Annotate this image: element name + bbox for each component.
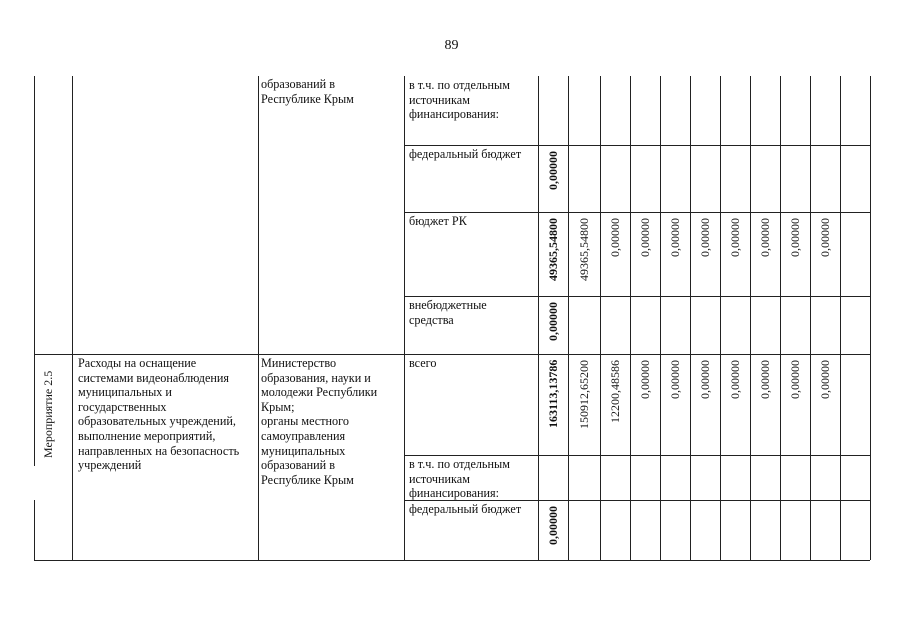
row-divider bbox=[404, 145, 870, 146]
measure-line-total: 163113,13786 bbox=[546, 359, 560, 428]
measure-code-cell: Мероприятие 2.5 bbox=[41, 370, 55, 458]
column-divider bbox=[690, 76, 691, 560]
measure-line-year-value: 0,00000 bbox=[788, 360, 802, 399]
row-divider bbox=[404, 455, 870, 456]
column-divider bbox=[780, 76, 781, 560]
column-divider bbox=[660, 76, 661, 560]
measure-line-label: всего bbox=[409, 356, 437, 370]
prev-line-year-value: 0,00000 bbox=[668, 218, 682, 257]
prev-line-year-value: 49365,54800 bbox=[577, 218, 591, 281]
column-divider bbox=[600, 76, 601, 560]
column-divider bbox=[258, 76, 259, 560]
prev-line-label: внебюджетные средства bbox=[409, 298, 487, 327]
measure-line-year-value: 12200,48586 bbox=[608, 360, 622, 423]
column-divider bbox=[720, 76, 721, 560]
column-divider bbox=[810, 76, 811, 560]
prev-line-total: 49365,54800 bbox=[546, 218, 560, 281]
column-divider bbox=[870, 76, 871, 560]
prev-line-year-value: 0,00000 bbox=[818, 218, 832, 257]
page-number: 89 bbox=[444, 38, 459, 53]
prev-line-year-value: 0,00000 bbox=[698, 218, 712, 257]
measure-name-cell: Расходы на оснащение системами видеонаблюдения муниципальных и государственных образовательных учреждений, выполнение мероприятий, направленных на безопасность учреждений bbox=[78, 356, 240, 473]
measure-line-year-value: 0,00000 bbox=[818, 360, 832, 399]
prev-line-year-value: 0,00000 bbox=[788, 218, 802, 257]
row-divider bbox=[404, 212, 870, 213]
prev-line-total: 0,00000 bbox=[546, 151, 560, 190]
measure-line-total: 0,00000 bbox=[546, 506, 560, 545]
group-divider bbox=[34, 354, 870, 355]
prev-line-label: федеральный бюджет bbox=[409, 147, 522, 161]
prev-line-year-value: 0,00000 bbox=[758, 218, 772, 257]
column-divider bbox=[840, 76, 841, 560]
measure-line-label: федеральный бюджет bbox=[409, 502, 522, 516]
prev-line-year-value: 0,00000 bbox=[638, 218, 652, 257]
measure-line-year-value: 0,00000 bbox=[758, 360, 772, 399]
column-divider bbox=[750, 76, 751, 560]
measure-line-year-value: 0,00000 bbox=[698, 360, 712, 399]
prev-line-year-value: 0,00000 bbox=[608, 218, 622, 257]
measure-line-year-value: 0,00000 bbox=[638, 360, 652, 399]
column-divider bbox=[568, 76, 569, 560]
measure-line-year-value: 0,00000 bbox=[668, 360, 682, 399]
prev-executor-cell: образований в Республике Крым bbox=[261, 77, 354, 106]
table-bottom-border bbox=[34, 560, 870, 561]
column-divider bbox=[630, 76, 631, 560]
measure-executor-cell: Министерство образования, науки и молодежи Республики Крым; органы местного самоуправления муниципальных образований в Республике Крым bbox=[261, 356, 378, 487]
column-divider bbox=[404, 76, 405, 560]
table-border-left bbox=[34, 76, 35, 466]
prev-line-year-value: 0,00000 bbox=[728, 218, 742, 257]
measure-line-year-value: 150912,65200 bbox=[577, 360, 591, 429]
column-divider bbox=[72, 76, 73, 560]
prev-line-label: бюджет РК bbox=[409, 214, 467, 228]
column-divider bbox=[538, 76, 539, 560]
row-divider bbox=[404, 296, 870, 297]
table-border-left-lower bbox=[34, 500, 35, 560]
measure-line-label: в т.ч. по отдельным источникам финансирования: bbox=[409, 457, 510, 501]
prev-line-label: в т.ч. по отдельным источникам финансирования: bbox=[409, 78, 510, 122]
prev-line-total: 0,00000 bbox=[546, 302, 560, 341]
measure-line-year-value: 0,00000 bbox=[728, 360, 742, 399]
